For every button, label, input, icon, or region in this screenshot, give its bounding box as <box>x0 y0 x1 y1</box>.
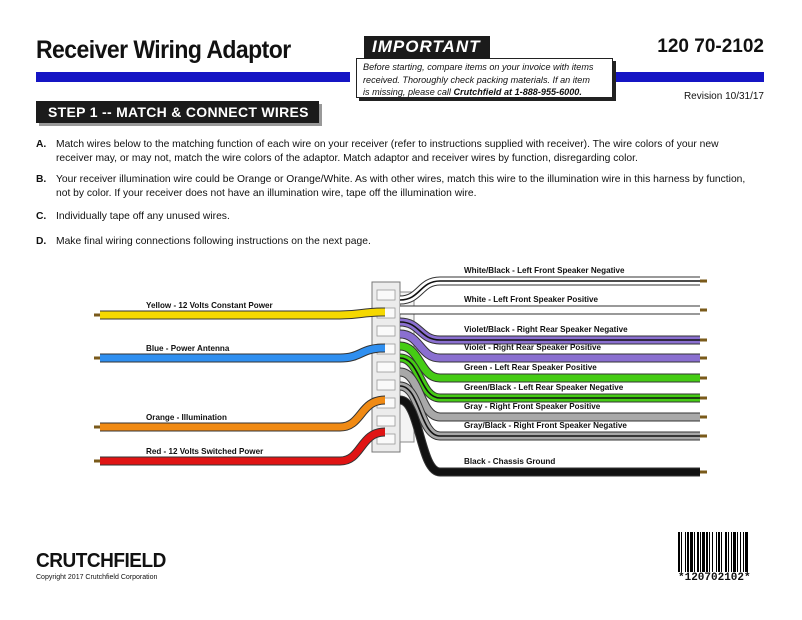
important-line-3-text: is missing, please call <box>363 87 454 97</box>
important-heading: IMPORTANT <box>364 36 490 59</box>
connector-pin <box>377 362 395 372</box>
wire-label: Blue - Power Antenna <box>146 344 230 353</box>
barcode-bar <box>718 532 720 572</box>
barcode-bar <box>681 532 682 572</box>
barcode-bar <box>743 532 744 572</box>
wire-label: Red - 12 Volts Switched Power <box>146 447 264 456</box>
instruction-text: Your receiver illumination wire could be Orange or Orange/White. As with other wires, match this wire to the illumination wire in this harness by function, not by color. If your receiver does not have an illumination wire, tape off the illumination wire. <box>56 174 746 199</box>
barcode-bar <box>700 532 701 572</box>
wire-outline <box>100 400 385 427</box>
instruction-label: A. <box>36 139 47 150</box>
barcode-bar <box>685 532 686 572</box>
barcode-bar <box>716 532 717 572</box>
barcode-bar <box>712 532 713 572</box>
barcode-bar <box>745 532 748 572</box>
barcode-bar <box>690 532 693 572</box>
page-title: Receiver Wiring Adaptor <box>36 36 291 64</box>
wire-label: Violet - Right Rear Speaker Positive <box>464 343 602 352</box>
wire-label: Yellow - 12 Volts Constant Power <box>146 301 273 310</box>
barcode-bar <box>687 532 689 572</box>
barcode-bar <box>725 532 727 572</box>
instruction-label: C. <box>36 211 47 222</box>
revision-date: Revision 10/31/17 <box>683 91 764 102</box>
connector-pin <box>377 380 395 390</box>
instruction-text: Make final wiring connections following instructions on the next page. <box>56 236 371 247</box>
crutchfield-logo: CRUTCHFIELD <box>36 550 166 572</box>
barcode-bar <box>721 532 722 572</box>
instruction-text: Match wires below to the matching function of each wire on your receiver (refer to instructions supplied with receiver). The wire colors of your new receiver may, or may not, match the wire colors of the adaptor. Match adaptor and receiver wires by function, disregarding color. <box>56 139 719 164</box>
wire-label: Orange - Illumination <box>146 413 227 422</box>
barcode-number: *120702102* <box>678 572 751 584</box>
barcode-bar <box>694 532 695 572</box>
connector-pin <box>377 416 395 426</box>
barcode-bar <box>697 532 699 572</box>
important-phone: Crutchfield at 1-888-955-6000. <box>453 87 582 97</box>
wire-label: Violet/Black - Right Rear Speaker Negative <box>464 325 628 334</box>
barcode <box>678 532 764 572</box>
wire-0 <box>100 312 385 315</box>
wire-label: Gray/Black - Right Front Speaker Negative <box>464 421 627 430</box>
step-heading: STEP 1 -- MATCH & CONNECT WIRES <box>36 101 319 123</box>
wire-label: Green/Black - Left Rear Speaker Negative <box>464 383 624 392</box>
barcode-bar <box>709 532 710 572</box>
barcode-bar <box>731 532 732 572</box>
wire-1 <box>100 348 385 358</box>
wire-label: Green - Left Rear Speaker Positive <box>464 363 597 372</box>
instruction-label: B. <box>36 174 47 185</box>
copyright: Copyright 2017 Crutchfield Corporation <box>36 574 158 581</box>
important-line-2: received. Thoroughly check packing materials. If an item <box>363 74 590 85</box>
wire-label: Black - Chassis Ground <box>464 457 556 466</box>
connector-pin <box>377 290 395 300</box>
barcode-bar <box>733 532 736 572</box>
barcode-bar <box>702 532 705 572</box>
barcode-bar <box>740 532 741 572</box>
wire-label: White - Left Front Speaker Positive <box>464 295 599 304</box>
barcode-bar <box>728 532 729 572</box>
important-line-1: Before starting, compare items on your invoice with items <box>363 62 594 72</box>
barcode-bar <box>706 532 708 572</box>
barcode-bar <box>737 532 738 572</box>
wire-label: White/Black - Left Front Speaker Negative <box>464 266 625 275</box>
part-number: 120 70-2102 <box>657 36 764 57</box>
wire-label: Gray - Right Front Speaker Positive <box>464 402 601 411</box>
connector-pin <box>377 326 395 336</box>
barcode-bar <box>678 532 680 572</box>
instruction-label: D. <box>36 236 47 247</box>
instruction-text: Individually tape off any unused wires. <box>56 211 230 222</box>
